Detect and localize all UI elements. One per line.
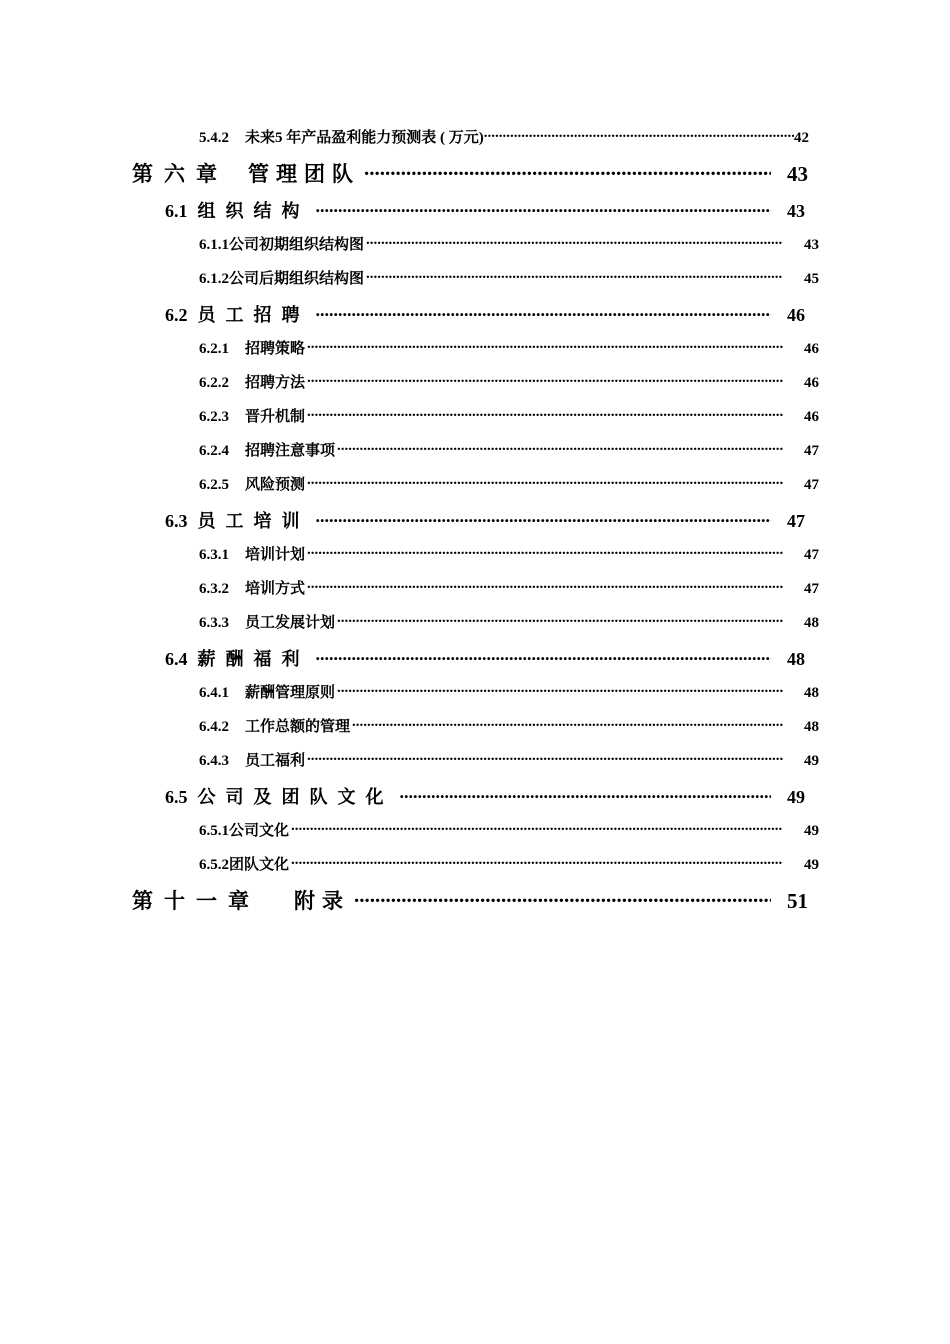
toc-chapter-title: 附录 bbox=[294, 889, 350, 913]
toc-entry[interactable] bbox=[199, 126, 809, 147]
toc-subsection[interactable] bbox=[199, 439, 819, 460]
toc-subsection-page: 46 bbox=[804, 409, 819, 425]
toc-section-title: 员工招聘 bbox=[197, 305, 310, 325]
toc-subsection[interactable] bbox=[199, 267, 819, 288]
toc-chapter-page: 43 bbox=[787, 162, 808, 186]
toc-section-number: 6.5 bbox=[165, 787, 188, 807]
toc-section-page: 43 bbox=[787, 201, 805, 221]
toc-subsection[interactable] bbox=[199, 337, 819, 358]
toc-subsection-title: 风险预测 bbox=[245, 477, 306, 493]
toc-section-page: 48 bbox=[787, 649, 805, 669]
dot-leader bbox=[337, 612, 783, 627]
toc-subsection-title: 招聘方法 bbox=[245, 375, 306, 391]
toc-subsection[interactable] bbox=[199, 405, 819, 426]
dot-leader bbox=[307, 578, 783, 593]
toc-chapter-number: 第十一章 bbox=[132, 889, 260, 913]
dot-leader bbox=[307, 338, 783, 353]
toc-subsection-number: 6.4.3 bbox=[199, 753, 229, 769]
dot-leader bbox=[366, 234, 783, 249]
toc-subsection-number: 6.1.1 bbox=[199, 237, 229, 253]
dot-leader bbox=[291, 820, 783, 835]
toc-subsection[interactable] bbox=[199, 749, 819, 770]
toc-subsection[interactable] bbox=[199, 681, 819, 702]
toc-subsection-number: 6.2.4 bbox=[199, 443, 229, 459]
toc-subsection-title: 薪酬管理原则 bbox=[245, 685, 336, 701]
toc-section[interactable] bbox=[165, 783, 805, 809]
toc-subsection-number: 6.4.1 bbox=[199, 685, 229, 701]
toc-subsection-page: 49 bbox=[804, 823, 819, 839]
toc-chapter-title: 管理团队 bbox=[248, 162, 360, 186]
dot-leader bbox=[400, 785, 772, 803]
dot-leader bbox=[316, 647, 772, 665]
toc-chapter[interactable] bbox=[132, 885, 808, 915]
toc-subsection-title: 招聘注意事项 bbox=[245, 443, 336, 459]
toc-subsection[interactable] bbox=[199, 371, 819, 392]
toc-subsection-number: 6.1.2 bbox=[199, 271, 229, 287]
toc-subsection[interactable] bbox=[199, 543, 819, 564]
dot-leader bbox=[366, 268, 783, 283]
toc-section[interactable] bbox=[165, 507, 805, 533]
toc-subsection-number: 6.5.1 bbox=[199, 823, 229, 839]
toc-subsection-number: 6.2.2 bbox=[199, 375, 229, 391]
toc-chapter-page: 51 bbox=[787, 889, 808, 913]
dot-leader bbox=[307, 406, 783, 421]
toc-section-title: 组织结构 bbox=[197, 201, 310, 221]
dot-leader bbox=[307, 750, 783, 765]
toc-subsection-page: 48 bbox=[804, 685, 819, 701]
dot-leader bbox=[307, 372, 783, 387]
toc-section-page: 47 bbox=[787, 511, 805, 531]
toc-subsection[interactable] bbox=[199, 611, 819, 632]
toc-entry-number: 5.4.2 bbox=[199, 130, 229, 146]
toc-subsection-title: 公司后期组织结构图 bbox=[229, 271, 365, 287]
toc-subsection[interactable] bbox=[199, 233, 819, 254]
dot-leader bbox=[337, 682, 783, 697]
toc-subsection-title: 培训方式 bbox=[245, 581, 306, 597]
toc-subsection-page: 46 bbox=[804, 375, 819, 391]
toc-subsection-title: 员工发展计划 bbox=[245, 615, 336, 631]
toc-section-number: 6.2 bbox=[165, 305, 188, 325]
dot-leader bbox=[484, 127, 794, 142]
toc-entry-title: 未来5 年产品盈利能力预测表 ( 万元) bbox=[245, 130, 484, 146]
toc-subsection[interactable] bbox=[199, 853, 819, 874]
toc-section-page: 46 bbox=[787, 305, 805, 325]
toc-subsection-number: 6.3.3 bbox=[199, 615, 229, 631]
toc-subsection[interactable] bbox=[199, 577, 819, 598]
toc-subsection-number: 6.3.1 bbox=[199, 547, 229, 563]
toc-section[interactable] bbox=[165, 301, 805, 327]
toc-section-page: 49 bbox=[787, 787, 805, 807]
toc-section-title: 员工培训 bbox=[197, 511, 310, 531]
toc-subsection-title: 公司文化 bbox=[229, 823, 290, 839]
toc-subsection-number: 6.2.1 bbox=[199, 341, 229, 357]
toc-section-title: 薪酬福利 bbox=[197, 649, 310, 669]
toc-subsection-title: 晋升机制 bbox=[245, 409, 306, 425]
dot-leader bbox=[291, 854, 783, 869]
toc-subsection-number: 6.2.5 bbox=[199, 477, 229, 493]
toc-subsection-page: 47 bbox=[804, 443, 819, 459]
dot-leader bbox=[354, 887, 771, 908]
toc-subsection-title: 招聘策略 bbox=[245, 341, 306, 357]
toc-subsection-page: 49 bbox=[804, 753, 819, 769]
toc-entry-page: 42 bbox=[794, 130, 809, 146]
toc-subsection-page: 47 bbox=[804, 547, 819, 563]
toc-section[interactable] bbox=[165, 645, 805, 671]
toc-section-number: 6.1 bbox=[165, 201, 188, 221]
toc-subsection[interactable] bbox=[199, 715, 819, 736]
toc-section-title: 公司及团队文化 bbox=[197, 787, 394, 807]
toc-subsection-page: 47 bbox=[804, 477, 819, 493]
toc-subsection-title: 员工福利 bbox=[245, 753, 306, 769]
dot-leader bbox=[307, 544, 783, 559]
toc-subsection-number: 6.4.2 bbox=[199, 719, 229, 735]
dot-leader bbox=[316, 199, 772, 217]
toc-section-number: 6.4 bbox=[165, 649, 188, 669]
dot-leader bbox=[307, 474, 783, 489]
toc-chapter[interactable] bbox=[132, 158, 808, 188]
toc-section-number: 6.3 bbox=[165, 511, 188, 531]
toc-subsection-page: 43 bbox=[804, 237, 819, 253]
toc-subsection[interactable] bbox=[199, 473, 819, 494]
toc-subsection-number: 6.3.2 bbox=[199, 581, 229, 597]
dot-leader bbox=[352, 716, 783, 731]
toc-subsection-page: 46 bbox=[804, 341, 819, 357]
toc-subsection-title: 工作总额的管理 bbox=[245, 719, 351, 735]
toc-section[interactable] bbox=[165, 197, 805, 223]
toc-subsection-page: 48 bbox=[804, 719, 819, 735]
toc-subsection-number: 6.5.2 bbox=[199, 857, 229, 873]
toc-subsection-page: 49 bbox=[804, 857, 819, 873]
toc-subsection-title: 培训计划 bbox=[245, 547, 306, 563]
dot-leader bbox=[337, 440, 783, 455]
toc-subsection-number: 6.2.3 bbox=[199, 409, 229, 425]
toc-subsection-page: 48 bbox=[804, 615, 819, 631]
toc-subsection-title: 团队文化 bbox=[229, 857, 290, 873]
toc-subsection[interactable] bbox=[199, 819, 819, 840]
dot-leader bbox=[316, 303, 772, 321]
toc-chapter-number: 第六章 bbox=[132, 162, 228, 186]
toc-subsection-title: 公司初期组织结构图 bbox=[229, 237, 365, 253]
toc-subsection-page: 47 bbox=[804, 581, 819, 597]
dot-leader bbox=[364, 160, 771, 181]
toc-subsection-page: 45 bbox=[804, 271, 819, 287]
dot-leader bbox=[316, 509, 772, 527]
